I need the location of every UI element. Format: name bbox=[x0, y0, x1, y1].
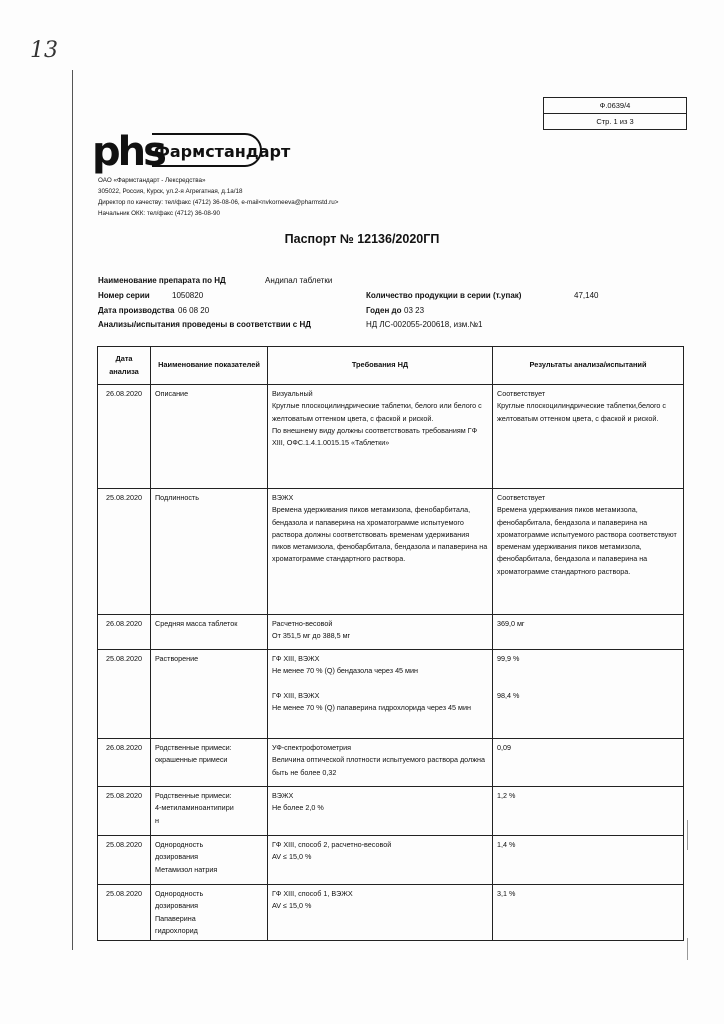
left-margin-line bbox=[72, 70, 73, 950]
quantity-value: 47,140 bbox=[574, 291, 599, 300]
table-row bbox=[98, 615, 684, 650]
table-row bbox=[98, 739, 684, 787]
company-line-1: ОАО «Фармстандарт - Лексредства» bbox=[98, 177, 206, 184]
valid-until-label: Годен до bbox=[366, 306, 402, 315]
analysis-label: Анализы/испытания проведены в соответствии с НД bbox=[98, 320, 311, 329]
right-scan-mark bbox=[687, 820, 688, 850]
cell-requirements: ГФ XIII, способ 2, расчетно-весовой AV ≤ 15,0 % bbox=[268, 836, 493, 885]
quantity-label: Количество продукции в серии (т.упак) bbox=[366, 291, 522, 300]
company-line-3: Директор по качеству: тел/факс (4712) 36-08-06, e-mail<nvkorneeva@pharmstd.ru> bbox=[98, 199, 339, 206]
table-row bbox=[98, 787, 684, 836]
cell-result: 0,09 bbox=[493, 739, 684, 787]
handwritten-page-number: 13 bbox=[30, 38, 58, 63]
cell-result: Соответствует Круглые плоскоцилиндрические таблетки,белого с желтоватым оттенком цвета, с фаской и риской. bbox=[493, 385, 684, 489]
table-row bbox=[98, 489, 684, 615]
table-header-row bbox=[98, 347, 684, 385]
cell-date: 26.08.2020 bbox=[98, 615, 151, 650]
right-scan-mark bbox=[687, 938, 688, 960]
header-results: Результаты анализа/испытаний bbox=[493, 347, 684, 385]
cell-indicator: Описание bbox=[151, 385, 268, 489]
table-row bbox=[98, 385, 684, 489]
cell-indicator: Средняя масса таблеток bbox=[151, 615, 268, 650]
company-address bbox=[98, 175, 338, 219]
cell-date: 25.08.2020 bbox=[98, 787, 151, 836]
cell-requirements: Визуальный Круглые плоскоцилиндрические таблетки, белого или белого с желтоватым оттенком цвета, с фаской и риской. По внешнему виду должны соответствовать требованиям ГФ XIII, ОФС.1.4.1.0015.15 «Таблетки» bbox=[268, 385, 493, 489]
page-info: Стр. 1 из 3 bbox=[544, 113, 686, 129]
cell-result: 1,4 % bbox=[493, 836, 684, 885]
cell-result: 369,0 мг bbox=[493, 615, 684, 650]
company-line-4: Начальник ОКК: тел/факс (4712) 36-08-90 bbox=[98, 210, 220, 217]
cell-result: 99,9 % 98,4 % bbox=[493, 650, 684, 739]
cell-result: 3,1 % bbox=[493, 885, 684, 941]
company-logo bbox=[90, 128, 291, 175]
header-indicator: Наименование показателей bbox=[151, 347, 268, 385]
table-row bbox=[98, 650, 684, 739]
doc-code: Ф.0639/4 bbox=[599, 101, 631, 110]
cell-requirements: ГФ XIII, ВЭЖХ Не менее 70 % (Q) бендазола через 45 мин ГФ XIII, ВЭЖХ Не менее 70 % (Q) папаверина гидрохлорида через 45 мин bbox=[268, 650, 493, 739]
passport-title: Паспорт № 12136/2020ГП bbox=[284, 232, 440, 246]
series-value: 1050820 bbox=[172, 291, 204, 300]
valid-until-value: 03 23 bbox=[404, 306, 425, 315]
cell-date: 25.08.2020 bbox=[98, 650, 151, 739]
cell-indicator: Подлинность bbox=[151, 489, 268, 615]
company-line-2: 305022, Россия, Курск, ул.2-я Агрегатная, д.1а/18 bbox=[98, 188, 243, 195]
cell-requirements: ВЭЖХ Времена удерживания пиков метамизола, фенобарбитала, бендазола и папаверина на хроматограмме испытуемого раствора должны соответствовать временам удерживания пиков метамизола, фенобарбитала, бендазола и папаверина на хроматограмме стандартного раствора. bbox=[268, 489, 493, 615]
drug-name-value: Андипал таблетки bbox=[265, 276, 333, 285]
cell-date: 26.08.2020 bbox=[98, 739, 151, 787]
header-requirements: Требования НД bbox=[268, 347, 493, 385]
cell-date: 25.08.2020 bbox=[98, 885, 151, 941]
header-date: Дата анализа bbox=[98, 347, 151, 385]
document-code-box bbox=[543, 97, 687, 130]
cell-requirements: УФ-спектрофотометрия Величина оптической плотности испытуемого раствора должна быть не более 0,32 bbox=[268, 739, 493, 787]
cell-requirements: ВЭЖХ Не более 2,0 % bbox=[268, 787, 493, 836]
cell-requirements: Расчетно-весовой От 351,5 мг до 388,5 мг bbox=[268, 615, 493, 650]
cell-date: 26.08.2020 bbox=[98, 385, 151, 489]
nd-reference: НД ЛС-002055-200618, изм.№1 bbox=[366, 320, 483, 329]
svg-text:phs: phs bbox=[92, 129, 164, 175]
cell-requirements: ГФ XIII, способ 1, ВЭЖХ AV ≤ 15,0 % bbox=[268, 885, 493, 941]
production-date-label: Дата производства bbox=[98, 306, 175, 315]
table-row bbox=[98, 885, 684, 941]
table-row bbox=[98, 836, 684, 885]
drug-name-label: Наименование препарата по НД bbox=[98, 276, 226, 285]
cell-indicator: Однородность дозирования Папаверина гидрохлорид bbox=[151, 885, 268, 941]
cell-date: 25.08.2020 bbox=[98, 489, 151, 615]
svg-text:Фармстандарт: Фармстандарт bbox=[154, 142, 291, 161]
cell-indicator: Родственные примеси: 4-метиламиноантипири н bbox=[151, 787, 268, 836]
cell-result: 1,2 % bbox=[493, 787, 684, 836]
cell-indicator: Однородность дозирования Метамизол натрия bbox=[151, 836, 268, 885]
cell-indicator: Родственные примеси: окрашенные примеси bbox=[151, 739, 268, 787]
series-label: Номер серии bbox=[98, 291, 150, 300]
cell-date: 25.08.2020 bbox=[98, 836, 151, 885]
cell-indicator: Растворение bbox=[151, 650, 268, 739]
production-date-value: 06 08 20 bbox=[178, 306, 210, 315]
analysis-table bbox=[97, 346, 684, 941]
cell-result: Соответствует Времена удерживания пиков метамизола, фенобарбитала, бендазола и папаверина на хроматограмме испытуемого раствора соответствуют временам удерживания пиков метамизола, фенобарбитала, бендазола и папаверина на хроматограмме стандартного раствора. bbox=[493, 489, 684, 615]
